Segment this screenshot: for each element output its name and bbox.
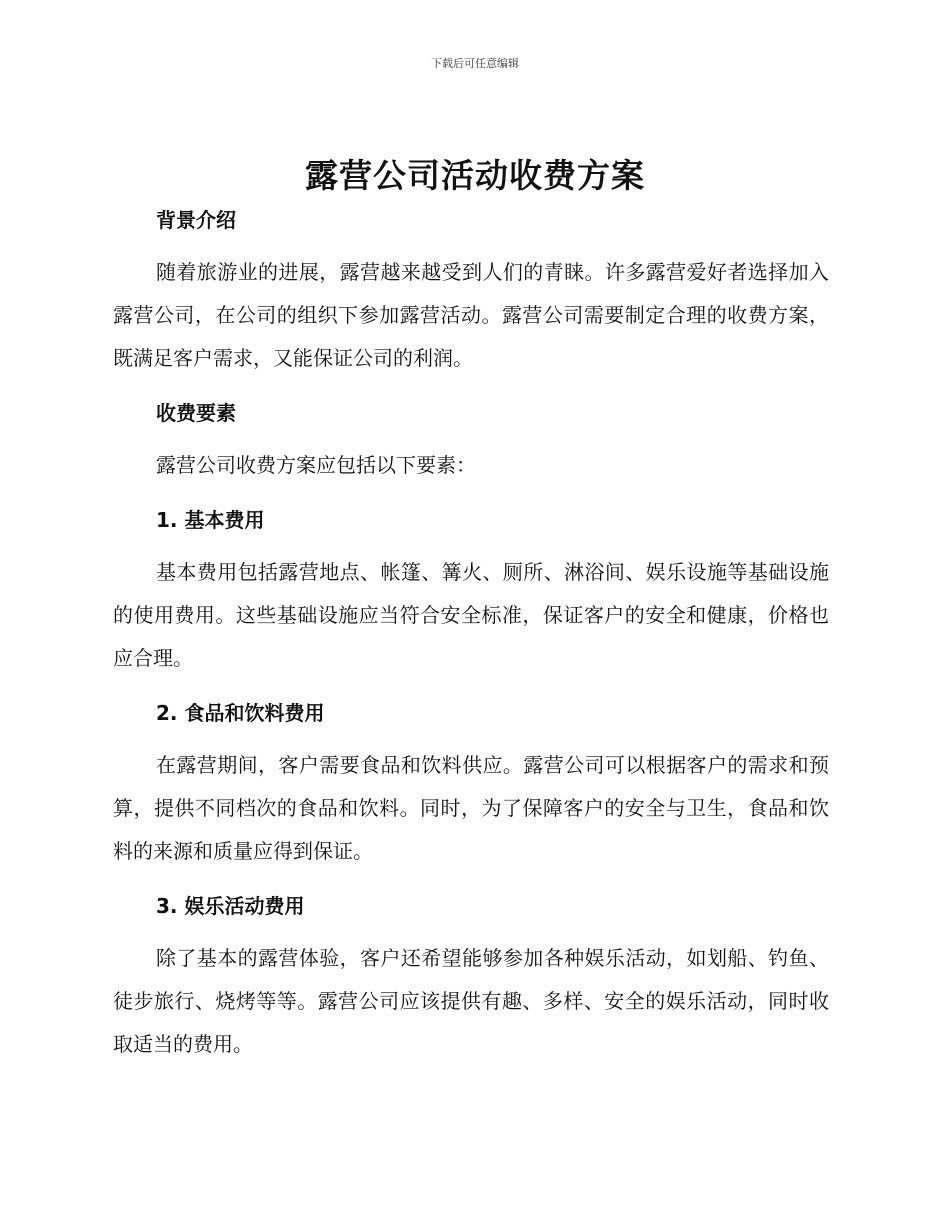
section-heading-basic-fee: 1. 基本费用 bbox=[156, 508, 265, 532]
spacer bbox=[113, 873, 829, 889]
paragraph-entertainment-fee: 除了基本的露营体验，客户还希望能够参加各种娱乐活动，如划船、钓鱼、徒步旅行、烧烤等等。露营公司应该提供有趣、多样、安全的娱乐活动，同时收取适当的费用。 bbox=[113, 946, 829, 1056]
spacer bbox=[113, 680, 829, 696]
spacer bbox=[113, 730, 829, 744]
paragraph-elements-intro: 露营公司收费方案应包括以下要素： bbox=[156, 453, 476, 477]
paragraph-background: 随着旅游业的进展，露营越来越受到人们的青睐。许多露营爱好者选择加入露营公司，在公司的组织下参加露营活动。露营公司需要制定合理的收费方案，既满足客户需求，又能保证公司的利润。 bbox=[113, 260, 829, 370]
section-heading-background: 背景介绍 bbox=[156, 208, 236, 232]
spacer bbox=[113, 537, 829, 551]
spacer bbox=[113, 237, 829, 251]
spacer bbox=[113, 430, 829, 444]
spacer bbox=[113, 923, 829, 937]
spacer bbox=[113, 487, 829, 503]
section-heading-food-fee: 2. 食品和饮料费用 bbox=[156, 701, 325, 725]
document-body bbox=[113, 203, 829, 1066]
section-heading-elements: 收费要素 bbox=[156, 401, 236, 425]
header-note: 下载后可任意编辑 bbox=[431, 57, 519, 70]
paragraph-basic-fee: 基本费用包括露营地点、帐篷、篝火、厕所、淋浴间、娱乐设施等基础设施的使用费用。这些基础设施应当符合安全标准，保证客户的安全和健康，价格也应合理。 bbox=[113, 560, 829, 670]
paragraph-food-fee: 在露营期间，客户需要食品和饮料供应。露营公司可以根据客户的需求和预算，提供不同档次的食品和饮料。同时，为了保障客户的安全与卫生，食品和饮料的来源和质量应得到保证。 bbox=[113, 753, 829, 863]
section-heading-entertainment-fee: 3. 娱乐活动费用 bbox=[156, 894, 305, 918]
spacer bbox=[113, 380, 829, 396]
document-title: 露营公司活动收费方案 bbox=[305, 156, 645, 195]
